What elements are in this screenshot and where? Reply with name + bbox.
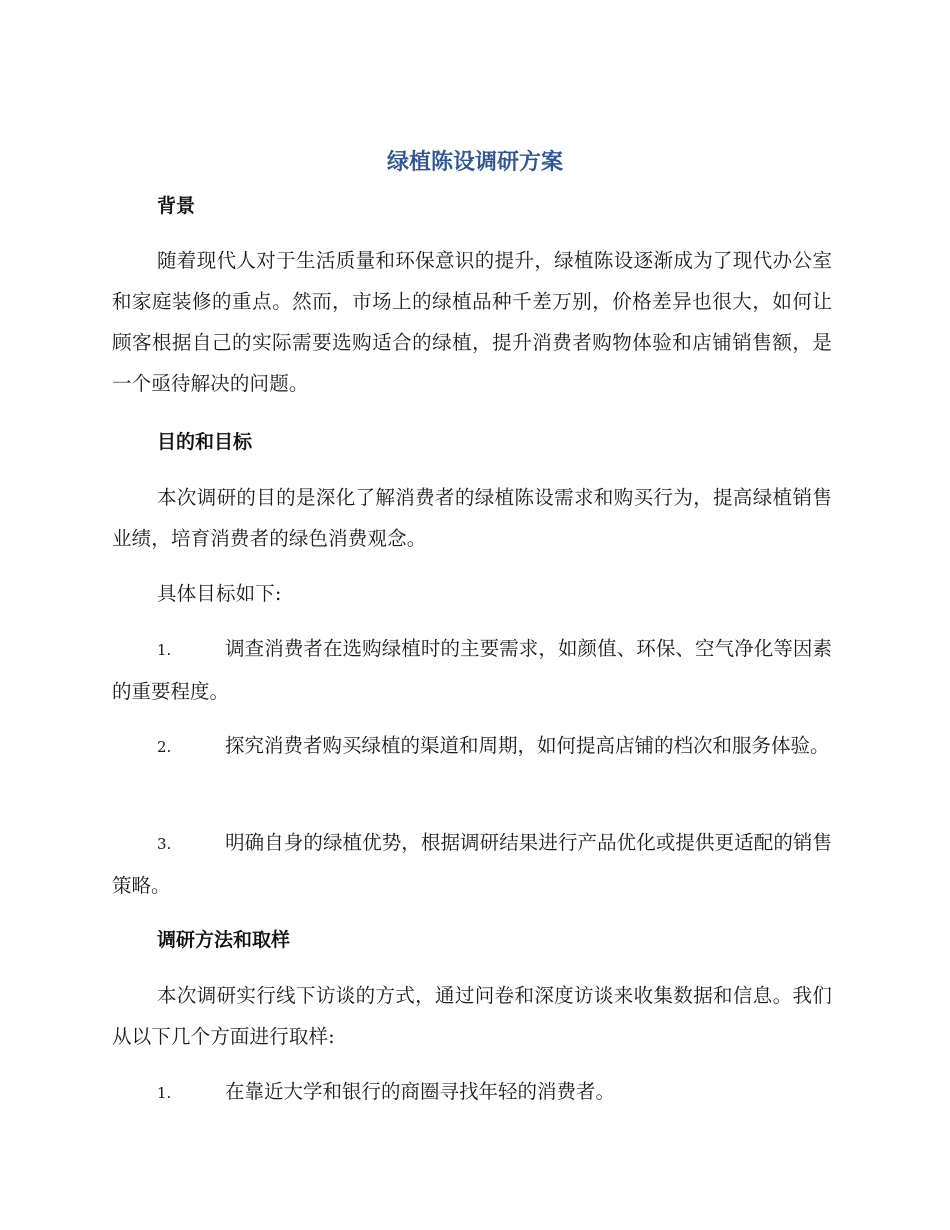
list-text: 明确自身的绿植优势，根据调研结果进行产品优化或提供更适配的销售策略。 bbox=[112, 831, 832, 897]
list-text: 调查消费者在选购绿植时的主要需求，如颜值、环保、空气净化等因素的重要程度。 bbox=[112, 637, 832, 703]
paragraph-goals-intro: 具体目标如下: bbox=[157, 582, 282, 605]
heading-background: 背景 bbox=[157, 195, 196, 217]
paragraph-goals: 本次调研的目的是深化了解消费者的绿植陈设需求和购买行为，提高绿植销售业绩，培育消费者的绿色消费观念。 bbox=[112, 486, 832, 550]
list-text: 探究消费者购买绿植的渠道和周期，如何提高店铺的档次和服务体验。 bbox=[225, 734, 830, 757]
list-number: 2. bbox=[157, 738, 172, 756]
paragraph-background: 随着现代人对于生活质量和环保意识的提升，绿植陈设逐渐成为了现代办公室和家庭装修的重点。然而，市场上的绿植品种千差万别，价格差异也很大，如何让顾客根据自己的实际需要选购适合的绿植，提升消费者购物体验和店铺销售额，是一个亟待解决的问题。 bbox=[112, 249, 832, 395]
list-item bbox=[112, 628, 832, 712]
list-item bbox=[112, 1071, 832, 1114]
list-number: 1. bbox=[157, 641, 172, 659]
paragraph-method: 本次调研实行线下访谈的方式，通过问卷和深度访谈来收集数据和信息。我们从以下几个方面进行取样: bbox=[112, 984, 832, 1048]
heading-method: 调研方法和取样 bbox=[157, 929, 291, 951]
page-title: 绿植陈设调研方案 bbox=[386, 150, 563, 175]
list-number: 3. bbox=[157, 835, 172, 853]
list-text: 在靠近大学和银行的商圈寻找年轻的消费者。 bbox=[225, 1080, 616, 1103]
heading-goals: 目的和目标 bbox=[157, 431, 253, 453]
list-item bbox=[112, 725, 832, 768]
list-item bbox=[112, 822, 832, 906]
list-number: 1. bbox=[157, 1084, 172, 1102]
